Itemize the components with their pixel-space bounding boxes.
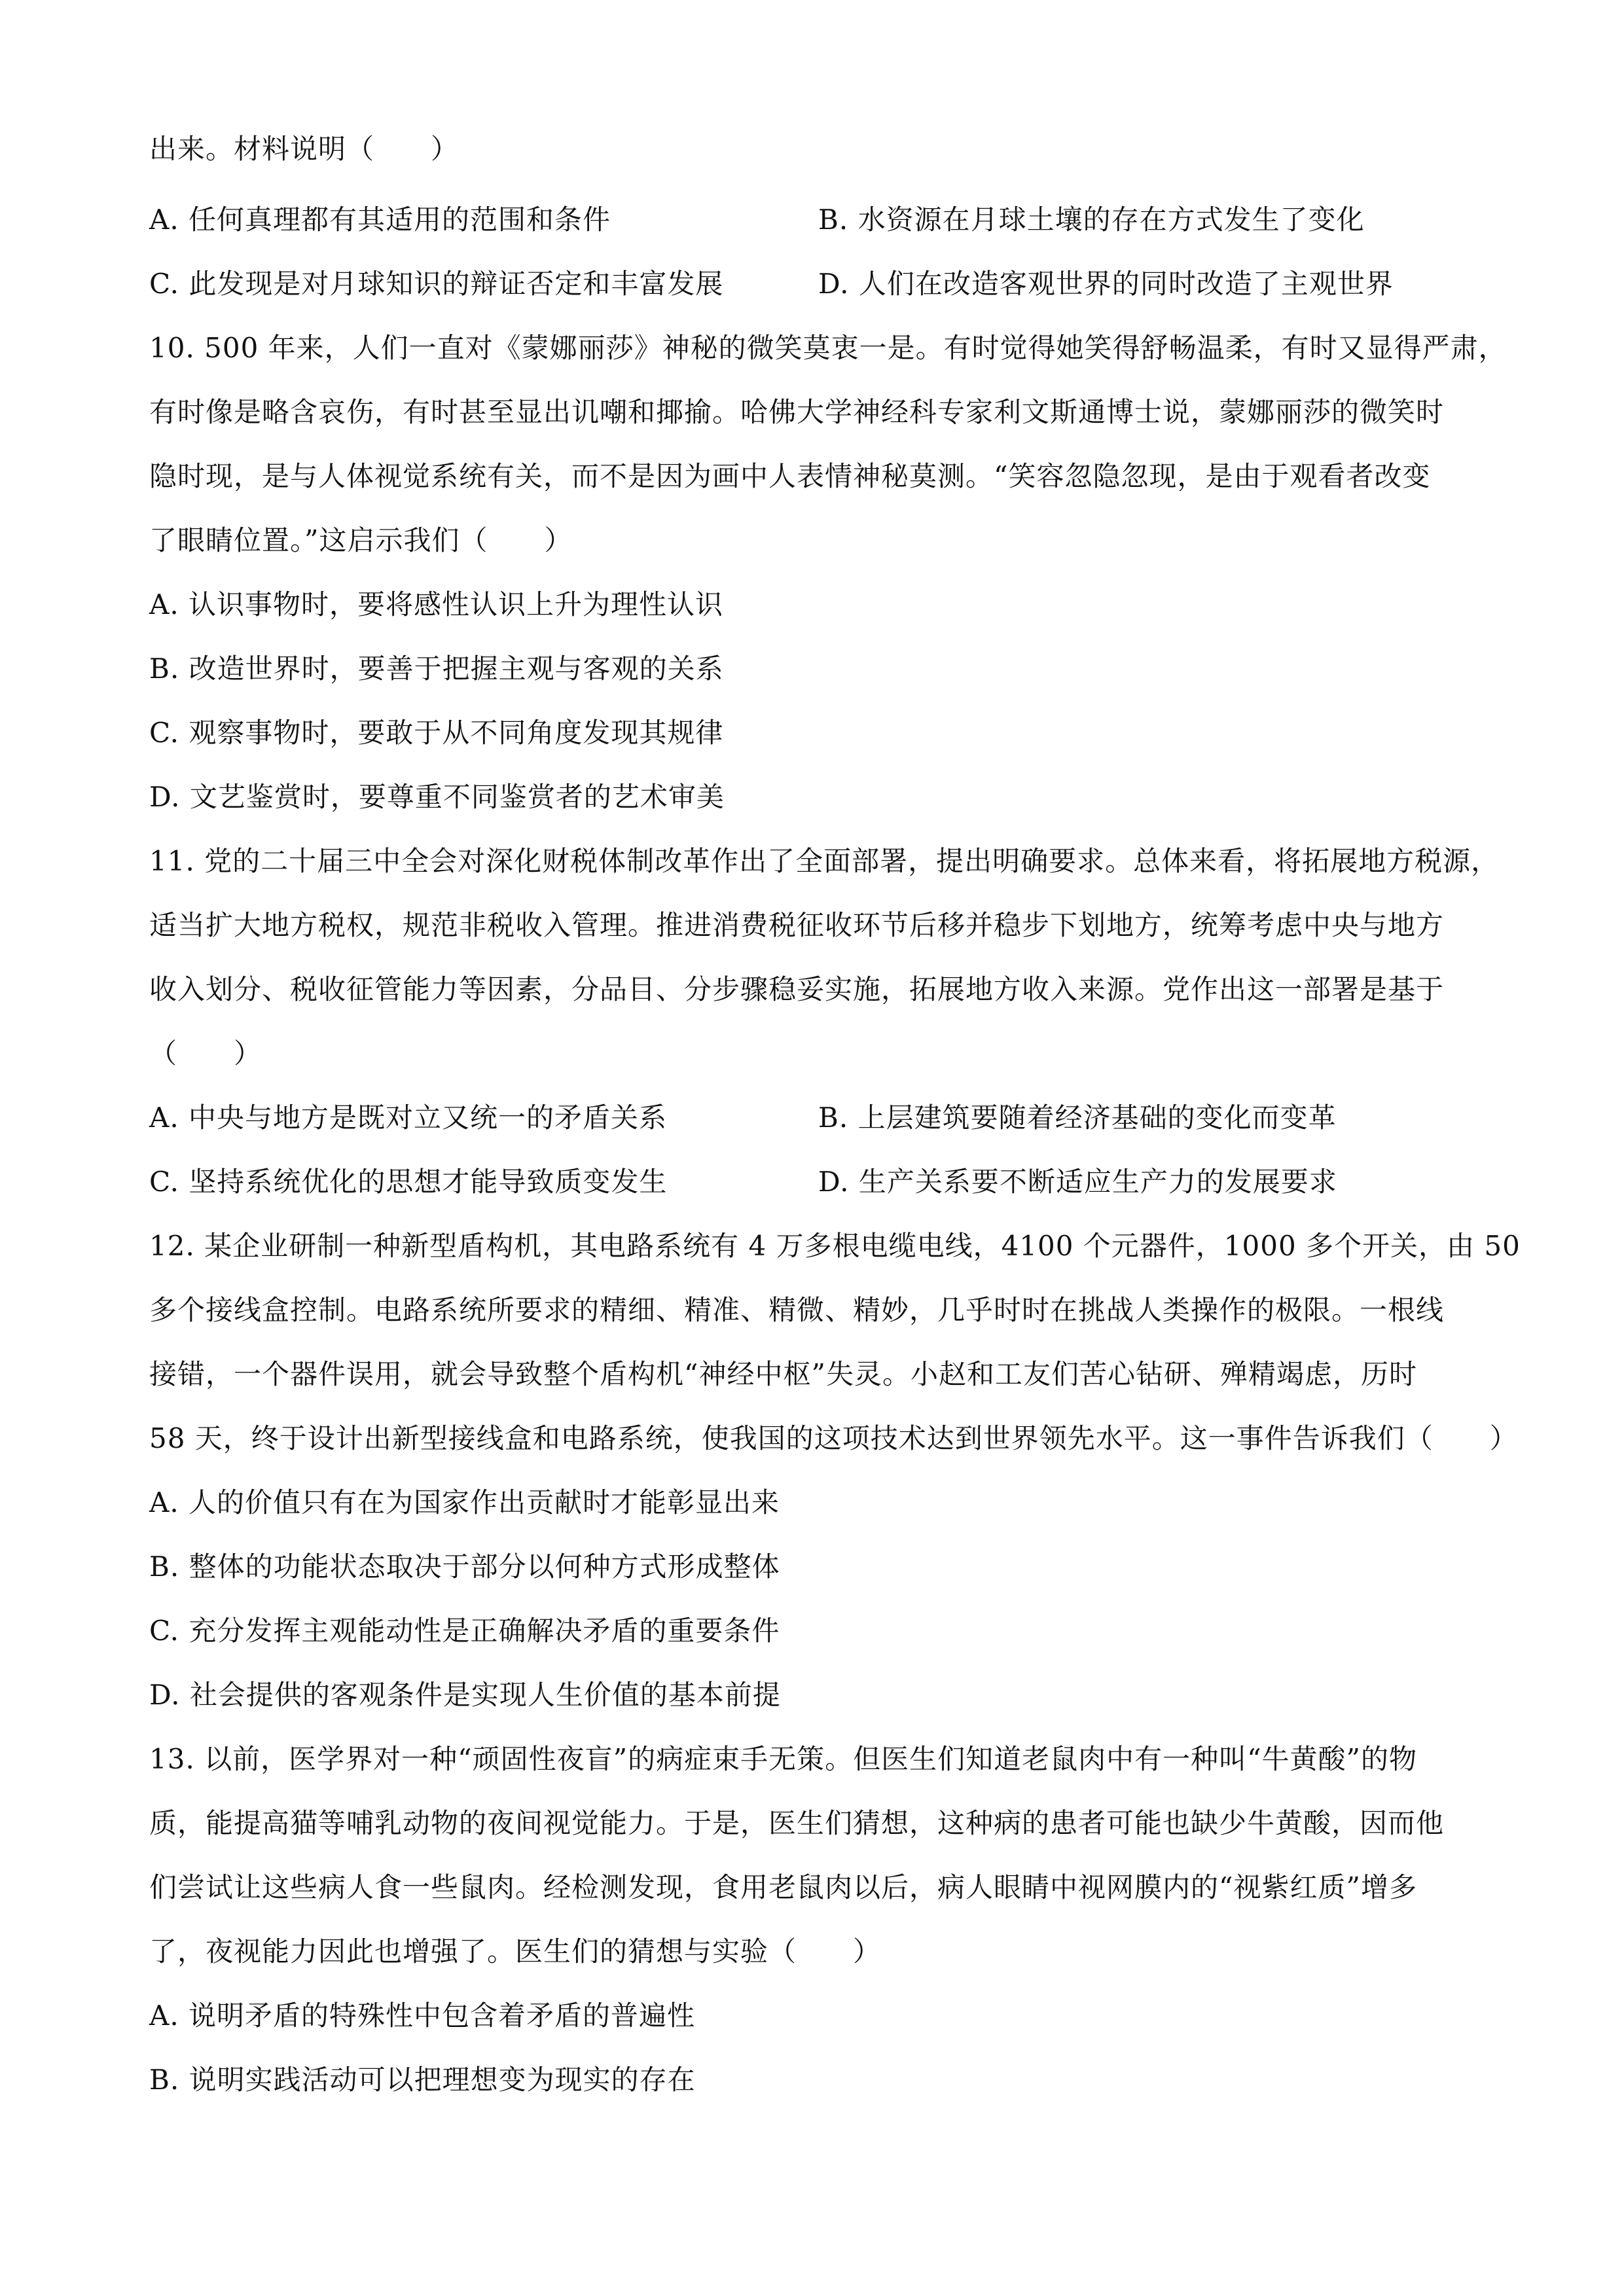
q11-stem-line-2: 适当扩大地方税权，规范非税收入管理。推进消费税征收环节后移并稳步下划地方，统筹考虑中央与地方 <box>149 909 1445 941</box>
q11-option-a: A. 中央与地方是既对立又统一的矛盾关系 <box>149 1102 668 1134</box>
q10-option-c: C. 观察事物时，要敢于从不同角度发现其规律 <box>149 717 724 749</box>
q10-option-a: A. 认识事物时，要将感性认识上升为理性认识 <box>149 588 724 620</box>
q11-option-d: D. 生产关系要不断适应生产力的发展要求 <box>818 1166 1337 1198</box>
q10-stem-line-2: 有时像是略含哀伤，有时甚至显出讥嘲和揶揄。哈佛大学神经科专家利文斯通博士说，蒙娜丽莎的微笑时 <box>149 396 1445 428</box>
q10-stem-line-1: 10. 500 年来，人们一直对《蒙娜丽莎》神秘的微笑莫衷一是。有时觉得她笑得舒畅温柔，有时又显得严肃， <box>149 332 1507 364</box>
q13-stem-line-2: 质，能提高猫等哺乳动物的夜间视觉能力。于是，医生们猜想，这种病的患者可能也缺少牛黄酸，因而他 <box>149 1807 1445 1839</box>
q13-stem-line-1: 13. 以前，医学界对一种“顽固性夜盲”的病症束手无策。但医生们知道老鼠肉中有一种叫“牛黄酸”的物 <box>149 1743 1418 1775</box>
q12-option-a: A. 人的价值只有在为国家作出贡献时才能彰显出来 <box>149 1486 780 1518</box>
q13-stem-line-3: 们尝试让这些病人食一些鼠肉。经检测发现，食用老鼠肉以后，病人眼睛中视网膜内的“视紫红质”增多 <box>149 1871 1417 1903</box>
q12-stem-line-4: 58 天，终于设计出新型接线盒和电路系统，使我国的这项技术达到世界领先水平。这一事件告诉我们（ ） <box>149 1422 1518 1454</box>
q12-option-c: C. 充分发挥主观能动性是正确解决矛盾的重要条件 <box>149 1615 780 1647</box>
q11-stem-line-3: 收入划分、税收征管能力等因素，分品目、分步骤稳妥实施，拓展地方收入来源。党作出这一部署是基于 <box>149 973 1445 1005</box>
q11-stem-line-1: 11. 党的二十届三中全会对深化财税体制改革作出了全面部署，提出明确要求。总体来看，将拓展地方税源， <box>149 845 1500 877</box>
q9-option-d: D. 人们在改造客观世界的同时改造了主观世界 <box>818 268 1394 300</box>
q9-option-c: C. 此发现是对月球知识的辩证否定和丰富发展 <box>149 268 724 300</box>
q12-option-d: D. 社会提供的客观条件是实现人生价值的基本前提 <box>149 1679 781 1711</box>
q11-option-c: C. 坚持系统优化的思想才能导致质变发生 <box>149 1166 668 1198</box>
q12-stem-line-3: 接错，一个器件误用，就会导致整个盾构机“神经中枢”失灵。小赵和工友们苦心钻研、殚精竭虑，历时 <box>149 1358 1417 1390</box>
q13-stem-line-4: 了，夜视能力因此也增强了。医生们的猜想与实验（ ） <box>149 1935 882 1967</box>
q12-stem-line-2: 多个接线盒控制。电路系统所要求的精细、精准、精微、精妙，几乎时时在挑战人类操作的极限。一根线 <box>149 1294 1445 1326</box>
q11-option-b: B. 上层建筑要随着经济基础的变化而变革 <box>818 1102 1337 1134</box>
q13-option-b: B. 说明实践活动可以把理想变为现实的存在 <box>149 2064 696 2096</box>
q11-stem-line-4: （ ） <box>149 1037 262 1069</box>
q10-stem-line-4: 了眼睛位置。”这启示我们（ ） <box>149 524 573 556</box>
q9-option-b: B. 水资源在月球土壤的存在方式发生了变化 <box>818 204 1365 236</box>
q13-option-a: A. 说明矛盾的特殊性中包含着矛盾的普遍性 <box>149 2000 696 2032</box>
q10-option-b: B. 改造世界时，要善于把握主观与客观的关系 <box>149 653 724 685</box>
q12-option-b: B. 整体的功能状态取决于部分以何种方式形成整体 <box>149 1551 780 1583</box>
q10-option-d: D. 文艺鉴赏时，要尊重不同鉴赏者的艺术审美 <box>149 781 725 813</box>
q10-stem-line-3: 隐时现，是与人体视觉系统有关，而不是因为画中人表情神秘莫测。“笑容忽隐忽现，是由于观看者改变 <box>149 460 1431 492</box>
q9-option-a: A. 任何真理都有其适用的范围和条件 <box>149 204 611 236</box>
q12-stem-line-1: 12. 某企业研制一种新型盾构机，其电路系统有 4 万多根电缆电线，4100 个元器件，1000 多个开关，由 50 <box>149 1230 1521 1262</box>
q9-stem-tail: 出来。材料说明（ ） <box>149 133 460 165</box>
